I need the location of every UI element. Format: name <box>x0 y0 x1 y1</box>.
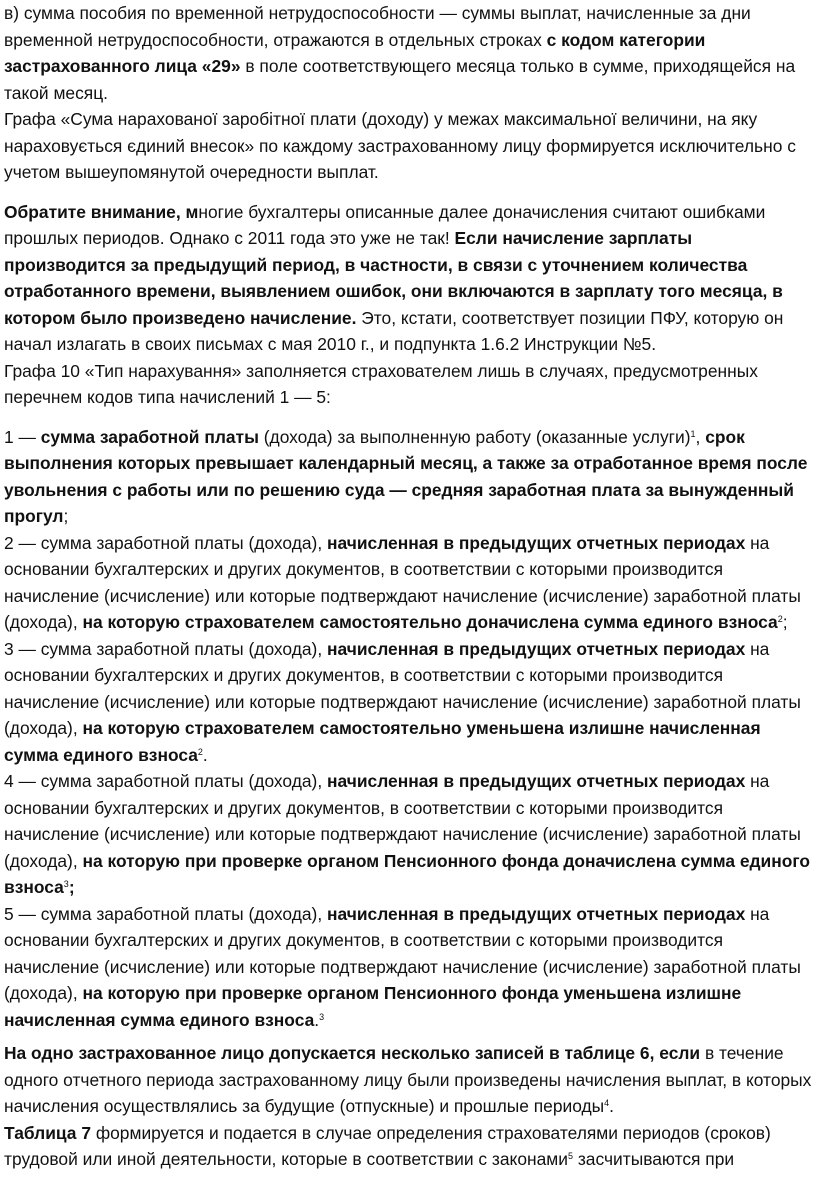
bold-text: срок выполнения которых превышает календарный месяц, а также за отработанное время после увольнения с работы или по решению суда — средняя заработная плата за вынужденный прогул <box>4 426 808 526</box>
bold-text: на которую страхователем самостоятельно уменьшена излишне начисленная сумма единого взноса <box>4 718 761 765</box>
text: 5 — сумма заработной платы (дохода), <box>4 903 327 924</box>
paragraph-table-7 <box>4 1120 812 1173</box>
text: формируется и подается в случае определения страхователями периодов (сроков) трудовой или иной деятельности, которые в соответствии с законами <box>4 1122 771 1169</box>
bold-text: начисленная в предыдущих отчетных периодах <box>327 771 746 791</box>
text: в течение одного отчетного периода застрахованному лицу были произведены начисления выплат, в которых начисления осуществлялись за будущие (отпускные) и прошлые периоды <box>4 1043 812 1116</box>
list-item-code-3 <box>4 636 812 769</box>
bold-text: с кодом категории застрахованного лица «29» <box>4 29 706 76</box>
footnote-ref: 2 <box>777 614 783 624</box>
text: в) сумма пособия по временной нетрудоспособности — суммы выплат, начисленные за дни временной нетрудоспособности, отражаются в отдельных строках <box>4 3 751 50</box>
text: 4 — сумма заработной платы (дохода), <box>4 771 327 791</box>
list-item-code-2 <box>4 530 812 636</box>
footnote-ref: 2 <box>197 746 203 757</box>
text: 2 — сумма заработной платы (дохода), <box>4 532 327 553</box>
footnote-ref: 4 <box>604 1098 610 1108</box>
text: на основании бухгалтерских и других документов, в соответствии с которыми производится начисление (исчисление) или которые подтверждают начисление (исчисление) заработной платы (дохода), <box>4 771 801 871</box>
bold-text: Обратите внимание, м <box>4 201 199 222</box>
text: ; <box>782 612 788 632</box>
text: засчитываются при <box>572 1149 735 1169</box>
footnote-ref: 5 <box>567 1151 573 1161</box>
bold-text: ; <box>68 877 75 897</box>
bold-text: Таблица 7 <box>4 1122 91 1143</box>
bold-text: На одно застрахованное лицо допускается несколько записей в таблице 6, если <box>4 1043 701 1063</box>
text: на основании бухгалтерских и других документов, в соответствии с которыми производится начисление (исчисление) или которые подтверждают начисление (исчисление) заработной платы (дохода), <box>4 903 801 1003</box>
text: ногие бухгалтеры описанные далее доначисления считают ошибками прошлых периодов. Однако с 2011 года это уже не так! <box>4 201 766 248</box>
bold-text: начисленная в предыдущих отчетных периодах <box>327 638 746 659</box>
text: 3 — сумма заработной платы (дохода), <box>4 638 327 659</box>
list-item-code-4 <box>4 768 812 901</box>
paragraph-column-10: Графа 10 «Тип нарахування» заполняется страхователем лишь в случаях, предусмотренных перечнем кодов типа начислений 1 — 5: <box>4 360 758 407</box>
paragraph-multiple-records <box>4 1040 812 1120</box>
bold-text: на которую при проверке органом Пенсионного фонда доначислена сумма единого взноса <box>4 850 810 897</box>
bold-text: начисленная в предыдущих отчетных периодах <box>327 532 746 553</box>
text: (дохода) за выполненную работу (оказанные услуги) <box>258 426 691 447</box>
text: Это, кстати, соответствует позиции ПФУ, которую он начал излагать в своих письмах с мая 2010 г., и подпункта 1.6.2 Инструкции №5. <box>4 307 784 354</box>
list-item-code-5 <box>4 901 812 1034</box>
footnote-ref: 3 <box>63 879 69 889</box>
text: ; <box>63 506 69 526</box>
text: на основании бухгалтерских и других документов, в соответствии с которыми производится начисление (исчисление) или которые подтверждают начисление (исчисление) заработной платы (дохода), <box>4 638 801 738</box>
paragraph-column-description: Графа «Сума нарахованої заробітної плати (доходу) у межах максимальної величини, на яку нараховується єдиний внесок» по каждому застрахованному лицу формируется исключительно с учетом вышеупомянутой очередности выплат. <box>4 109 796 182</box>
bold-text: на которую страхователем самостоятельно доначислена сумма единого взноса <box>82 612 778 632</box>
text: . <box>202 744 208 765</box>
text: в поле соответствующего месяца только в сумме, приходящейся на такой месяц. <box>4 56 796 103</box>
paragraph-attention <box>4 199 812 358</box>
text: 1 — <box>4 426 41 447</box>
footnote-ref: 1 <box>690 428 696 439</box>
text: . <box>314 1009 320 1030</box>
text: . <box>609 1096 614 1116</box>
text: на основании бухгалтерских и других документов, в соответствии с которыми производится начисление (исчисление) или которые подтверждают начисление (исчисление) заработной платы (дохода), <box>4 532 801 632</box>
bold-text: начисленная в предыдущих отчетных периодах <box>327 903 746 924</box>
bold-text: Если начисление зарплаты производится за предыдущий период, в частности, в связи с уточнением количества отработанного времени, выявлением ошибок, они включаются в зарплату того месяца, в котором было произведено начисление. <box>4 228 783 328</box>
list-item-code-1 <box>4 424 812 530</box>
bold-text: сумма заработной платы <box>40 426 259 447</box>
footnote-ref: 3 <box>319 1011 325 1022</box>
text: , <box>695 426 706 447</box>
paragraph-sick-leave <box>4 0 812 106</box>
bold-text: на которую при проверке органом Пенсионного фонда уменьшена излишне начисленная сумма единого взноса <box>4 983 742 1030</box>
